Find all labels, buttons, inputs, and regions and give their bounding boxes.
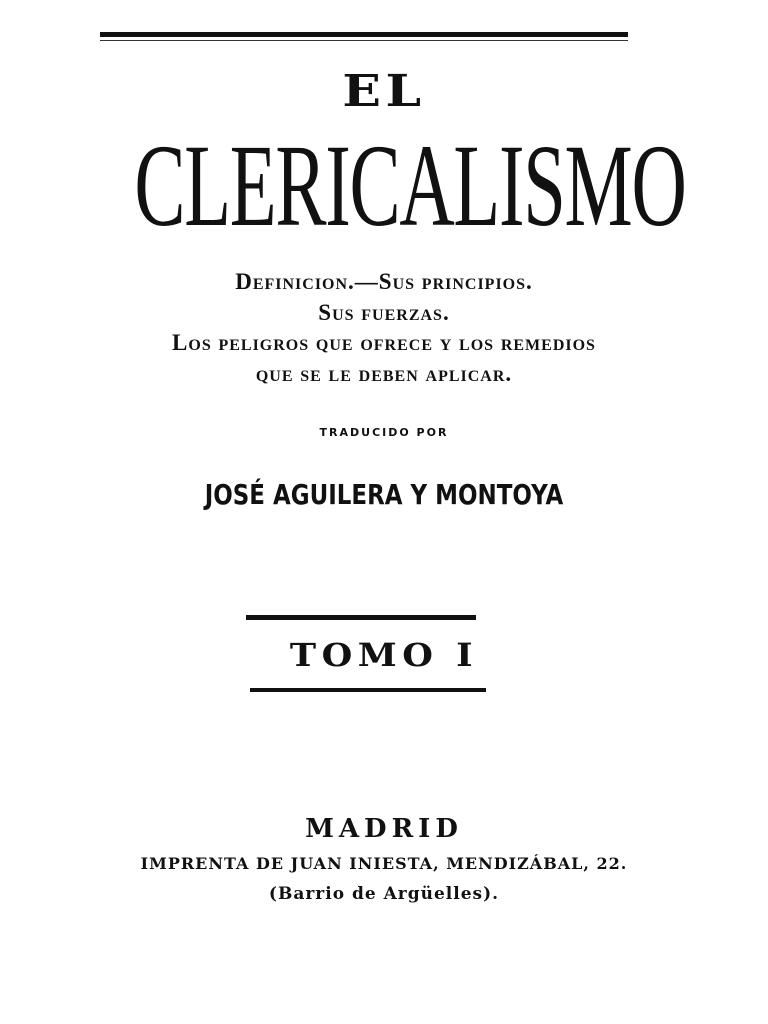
volume-rule-top <box>246 615 476 620</box>
publication-city: MADRID <box>305 814 463 844</box>
printer-district: (Barrio de Argüelles). <box>268 884 500 904</box>
subtitle-line-3: Los peligros que ofrece y los remedios <box>172 330 596 355</box>
translated-by-label: TRADUCIDO POR <box>319 426 449 439</box>
printer-imprint: IMPRENTA DE JUAN INIESTA, MENDIZÁBAL, 22. <box>140 854 628 873</box>
volume-label: TOMO I <box>289 636 479 674</box>
book-title: CLERICALISMO <box>134 120 686 251</box>
subtitle-line-2: Sus fuerzas. <box>318 300 450 325</box>
top-rule <box>100 32 628 37</box>
translator-name: JOSÉ AGUILERA Y MONTOYA <box>204 478 564 511</box>
title-article: EL <box>342 66 426 117</box>
subtitle-line-1: Definicion.—Sus principios. <box>235 269 533 294</box>
volume-rule-bottom <box>250 688 486 692</box>
subtitle-line-4: que se le deben aplicar. <box>255 361 513 386</box>
